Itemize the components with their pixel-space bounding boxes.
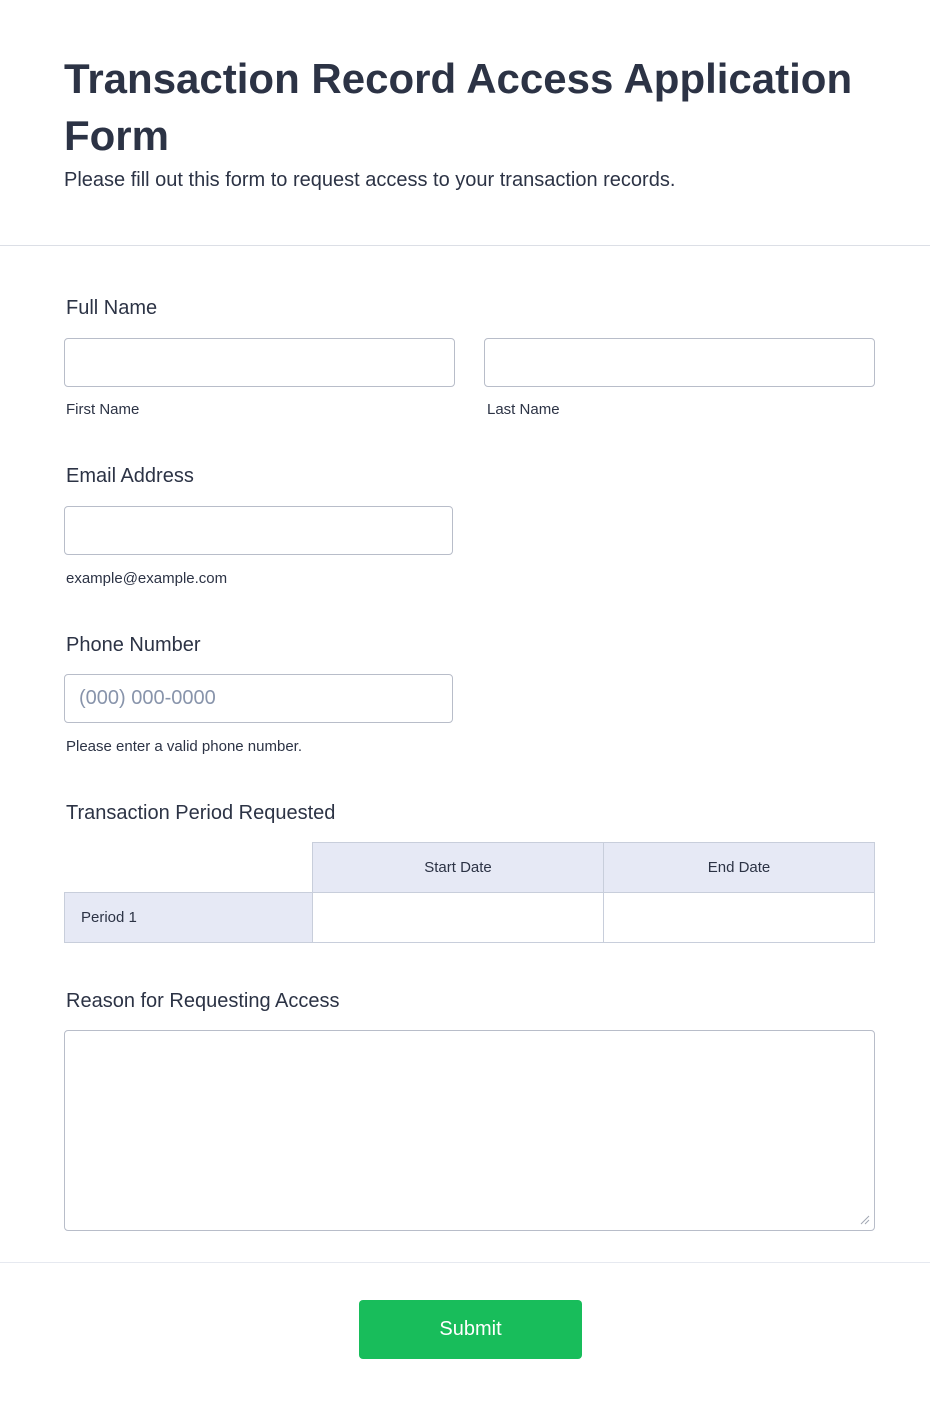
- period-table: [64, 842, 875, 943]
- submit-button[interactable]: Submit: [359, 1300, 582, 1359]
- phone-sublabel: Please enter a valid phone number.: [66, 738, 302, 755]
- last-name-sublabel: Last Name: [487, 401, 560, 418]
- form-header: [0, 0, 930, 246]
- full-name-label: Full Name: [66, 297, 158, 319]
- period-1-start-date-cell[interactable]: [312, 892, 604, 943]
- last-name-input[interactable]: [484, 338, 875, 387]
- email-sublabel: example@example.com: [66, 570, 228, 587]
- end-date-header: End Date: [603, 842, 875, 893]
- period-1-end-date-cell[interactable]: [603, 892, 875, 943]
- reason-textarea[interactable]: [64, 1030, 875, 1231]
- period-label: Transaction Period Requested: [66, 802, 336, 824]
- email-input[interactable]: [64, 506, 453, 555]
- reason-label: Reason for Requesting Access: [66, 990, 340, 1012]
- page-title: Transaction Record Access Application Form: [64, 55, 853, 159]
- period-1-row-label: Period 1: [64, 892, 313, 943]
- first-name-input[interactable]: [64, 338, 455, 387]
- phone-input[interactable]: [64, 674, 453, 723]
- phone-label: Phone Number: [66, 634, 201, 656]
- email-label: Email Address: [66, 465, 194, 487]
- start-date-header: Start Date: [312, 842, 604, 893]
- resize-grip-icon[interactable]: [858, 1213, 870, 1225]
- page-subtitle: Please fill out this form to request access to your transaction records.: [64, 169, 676, 191]
- footer-divider: [0, 1262, 930, 1263]
- first-name-sublabel: First Name: [66, 401, 140, 418]
